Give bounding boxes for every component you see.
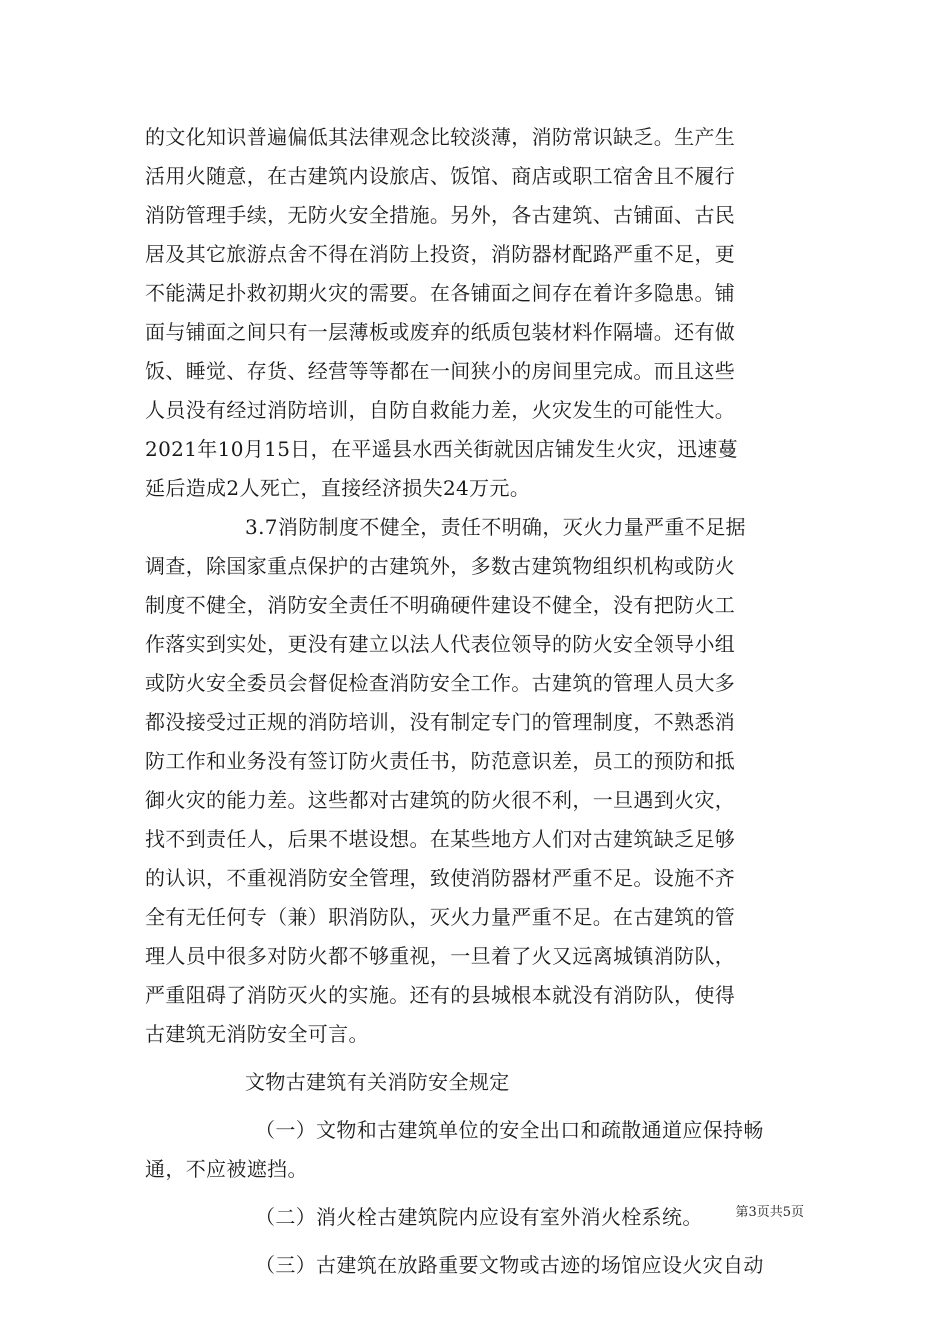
text-line: 调查，除国家重点保护的古建筑外，多数古建筑物组织机构或防火 bbox=[145, 554, 736, 578]
text-line: 都没接受过正规的消防培训，没有制定专门的管理制度，不熟悉消 bbox=[145, 710, 736, 734]
paragraph bbox=[145, 1246, 815, 1285]
paragraph-spacer bbox=[145, 1237, 815, 1246]
text-line: 严重阻碍了消防灭火的实施。还有的县城根本就没有消防队，使得 bbox=[145, 983, 736, 1007]
text-line: 或防火安全委员会督促检查消防安全工作。古建筑的管理人员大多 bbox=[145, 671, 736, 695]
text-line: 的文化知识普遍偏低其法律观念比较淡薄，消防常识缺乏。生产生 bbox=[145, 125, 736, 149]
text-line: 延后造成2人死亡，直接经济损失24万元。 bbox=[145, 476, 531, 500]
paragraph bbox=[145, 1063, 815, 1102]
text-line: （二）消火栓古建筑院内应设有室外消火栓系统。 bbox=[255, 1205, 703, 1229]
paragraph bbox=[145, 1198, 815, 1237]
text-line: 2021年10月15日，在平遥县水西关街就因店铺发生火灾，迅速蔓 bbox=[145, 437, 738, 461]
text-line: 3.7消防制度不健全，责任不明确，灭火力量严重不足据 bbox=[245, 515, 746, 539]
text-line: 古建筑无消防安全可言。 bbox=[145, 1022, 369, 1046]
text-line: 找不到责任人，后果不堪设想。在某些地方人们对古建筑缺乏足够 bbox=[145, 827, 736, 851]
document-body bbox=[145, 118, 815, 1285]
text-line: 居及其它旅游点舍不得在消防上投资，消防器材配路严重不足，更 bbox=[145, 242, 736, 266]
paragraph-spacer bbox=[145, 1102, 815, 1111]
text-line: 全有无任何专（兼）职消防队，灭火力量严重不足。在古建筑的管 bbox=[145, 905, 736, 929]
text-line: 通，不应被遮挡。 bbox=[145, 1157, 308, 1181]
paragraph bbox=[145, 1111, 815, 1189]
text-line: （三）古建筑在放路重要文物或古迹的场馆应设火灾自动 bbox=[255, 1253, 764, 1277]
paragraph-spacer bbox=[145, 1054, 815, 1063]
text-line: 人员没有经过消防培训，自防自救能力差，火灾发生的可能性大。 bbox=[145, 398, 736, 422]
text-line: 文物古建筑有关消防安全规定 bbox=[245, 1070, 510, 1094]
text-line: 活用火随意，在古建筑内设旅店、饭馆、商店或职工宿舍且不履行 bbox=[145, 164, 736, 188]
text-line: 饭、睡觉、存货、经营等等都在一间狭小的房间里完成。而且这些 bbox=[145, 359, 736, 383]
paragraph bbox=[145, 508, 815, 1054]
text-line: 消防管理手续，无防火安全措施。另外，各古建筑、古铺面、古民 bbox=[145, 203, 736, 227]
text-line: 制度不健全，消防安全责任不明确硬件建设不健全，没有把防火工 bbox=[145, 593, 736, 617]
text-line: 理人员中很多对防火都不够重视，一旦着了火又远离城镇消防队， bbox=[145, 944, 736, 968]
text-line: 面与铺面之间只有一层薄板或废弃的纸质包装材料作隔墙。还有做 bbox=[145, 320, 736, 344]
text-line: 的认识，不重视消防安全管理，致使消防器材严重不足。设施不齐 bbox=[145, 866, 736, 890]
text-line: 不能满足扑救初期火灾的需要。在各铺面之间存在着许多隐患。铺 bbox=[145, 281, 736, 305]
text-line: （一）文物和古建筑单位的安全出口和疏散通道应保持畅 bbox=[255, 1118, 764, 1142]
text-line: 防工作和业务没有签订防火责任书，防范意识差，员工的预防和抵 bbox=[145, 749, 736, 773]
text-line: 御火灾的能力差。这些都对古建筑的防火很不利，一旦遇到火灾， bbox=[145, 788, 736, 812]
paragraph-spacer bbox=[145, 1189, 815, 1198]
paragraph bbox=[145, 118, 815, 508]
text-line: 作落实到实处，更没有建立以法人代表位领导的防火安全领导小组 bbox=[145, 632, 736, 656]
page-number: 第3页共5页 bbox=[735, 1205, 804, 1220]
